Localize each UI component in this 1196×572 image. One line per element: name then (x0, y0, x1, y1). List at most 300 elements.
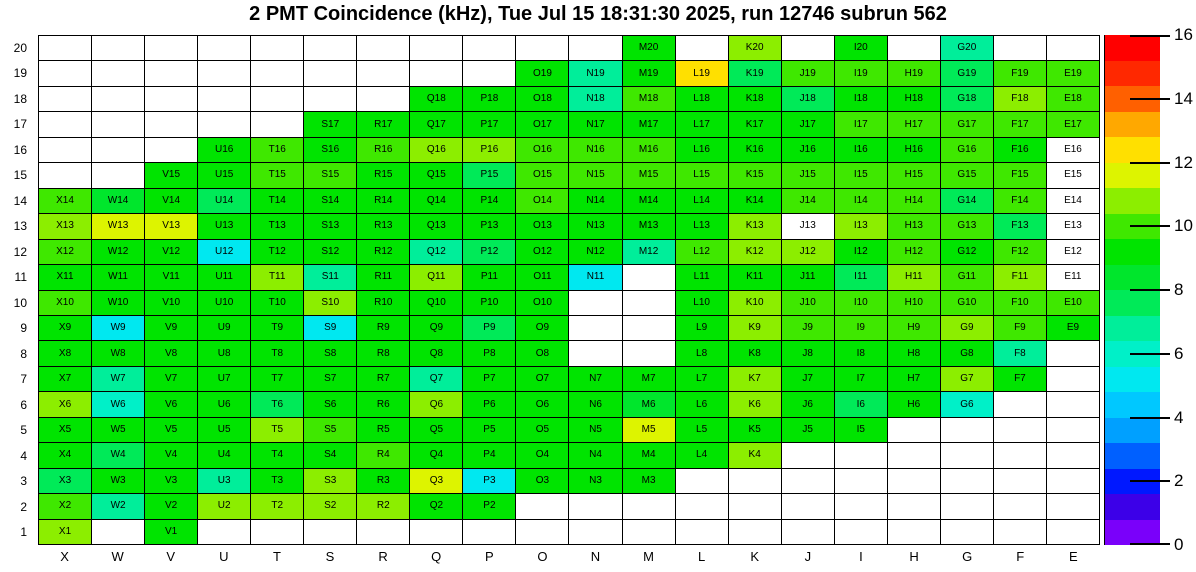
heatmap-cell (888, 443, 941, 468)
heatmap-cell: U16 (198, 138, 251, 163)
heatmap-cell: V4 (145, 443, 198, 468)
heatmap-cell: T7 (251, 367, 304, 392)
heatmap-cell (676, 494, 729, 519)
row-axis-tick-label: 9 (20, 321, 27, 336)
heatmap-cell (835, 443, 888, 468)
heatmap-cell: H12 (888, 240, 941, 265)
heatmap-cell: F14 (994, 189, 1047, 214)
heatmap-cell: X4 (39, 443, 92, 468)
heatmap-cell: H15 (888, 163, 941, 188)
heatmap-cell: R11 (357, 265, 410, 290)
column-axis-tick-label: X (60, 549, 69, 564)
colorbar-tick-label: 10 (1174, 216, 1193, 236)
heatmap-cell (1047, 36, 1100, 61)
heatmap-cell: G8 (941, 341, 994, 366)
heatmap-cell: G12 (941, 240, 994, 265)
colorbar-tick-label: 12 (1174, 152, 1193, 172)
heatmap-cell: V7 (145, 367, 198, 392)
heatmap-cell: K9 (729, 316, 782, 341)
column-axis-tick-label: O (537, 549, 548, 564)
heatmap-cell: W7 (92, 367, 145, 392)
heatmap-cell (994, 36, 1047, 61)
column-axis-tick-label: T (272, 549, 281, 564)
heatmap-cell (941, 520, 994, 545)
heatmap-cell: W14 (92, 189, 145, 214)
heatmap-cell: G19 (941, 61, 994, 86)
heatmap-cell: L16 (676, 138, 729, 163)
row-axis-tick-label: 11 (14, 270, 27, 285)
heatmap-cell: V15 (145, 163, 198, 188)
heatmap-cell (994, 443, 1047, 468)
column-axis-tick-label: S (325, 549, 335, 564)
heatmap-cell: O7 (516, 367, 569, 392)
heatmap-cell (357, 87, 410, 112)
heatmap-cell (145, 138, 198, 163)
heatmap-cell: M15 (623, 163, 676, 188)
heatmap-cell: E19 (1047, 61, 1100, 86)
heatmap-cell: V8 (145, 341, 198, 366)
heatmap-cell: I11 (835, 265, 888, 290)
heatmap-cell: K6 (729, 392, 782, 417)
heatmap-cell: H7 (888, 367, 941, 392)
heatmap-cell: R5 (357, 418, 410, 443)
heatmap-cell: H14 (888, 189, 941, 214)
heatmap-cell: P4 (463, 443, 516, 468)
heatmap-cell: S12 (304, 240, 357, 265)
heatmap-cell: M13 (623, 214, 676, 239)
heatmap-cell: O9 (516, 316, 569, 341)
heatmap-cell (463, 520, 516, 545)
heatmap-cell: R10 (357, 291, 410, 316)
column-axis-tick-label: U (219, 549, 229, 564)
heatmap-cell: E18 (1047, 87, 1100, 112)
heatmap-cell: O5 (516, 418, 569, 443)
heatmap-cell (198, 520, 251, 545)
heatmap-cell (198, 61, 251, 86)
heatmap-cell (304, 520, 357, 545)
heatmap-cell: T13 (251, 214, 304, 239)
heatmap-cell: O14 (516, 189, 569, 214)
heatmap-cell: U9 (198, 316, 251, 341)
heatmap-cell: N14 (569, 189, 622, 214)
colorbar-tick (1130, 162, 1170, 164)
heatmap-cell: P6 (463, 392, 516, 417)
heatmap-cell: M7 (623, 367, 676, 392)
heatmap-cell: N15 (569, 163, 622, 188)
heatmap-cell: I5 (835, 418, 888, 443)
heatmap-cell: W5 (92, 418, 145, 443)
heatmap-cell: U12 (198, 240, 251, 265)
heatmap-cell: O10 (516, 291, 569, 316)
heatmap-cell: H17 (888, 112, 941, 137)
heatmap-cell: O15 (516, 163, 569, 188)
heatmap-cell: L19 (676, 61, 729, 86)
heatmap-cell: S11 (304, 265, 357, 290)
row-axis-tick-label: 13 (13, 219, 27, 234)
heatmap-cell (198, 112, 251, 137)
heatmap-cell (1047, 418, 1100, 443)
heatmap-cell: J18 (782, 87, 835, 112)
heatmap-cell: L10 (676, 291, 729, 316)
heatmap-cell: O6 (516, 392, 569, 417)
heatmap-cell: R16 (357, 138, 410, 163)
heatmap-cell: S16 (304, 138, 357, 163)
heatmap-cell (835, 520, 888, 545)
heatmap-cell (888, 494, 941, 519)
heatmap-cell: E12 (1047, 240, 1100, 265)
heatmap-cell: U7 (198, 367, 251, 392)
heatmap-cell: W13 (92, 214, 145, 239)
heatmap-cell: K15 (729, 163, 782, 188)
heatmap-cell: K12 (729, 240, 782, 265)
heatmap-cell: X2 (39, 494, 92, 519)
heatmap-cell: I16 (835, 138, 888, 163)
heatmap-cell: Q2 (410, 494, 463, 519)
heatmap-cell: K10 (729, 291, 782, 316)
heatmap-cell: X9 (39, 316, 92, 341)
heatmap-cell (782, 36, 835, 61)
heatmap-cell: F18 (994, 87, 1047, 112)
heatmap-cell (357, 61, 410, 86)
heatmap-cell (516, 494, 569, 519)
column-axis-labels (38, 549, 1100, 567)
heatmap-cell (569, 291, 622, 316)
heatmap-cell: H19 (888, 61, 941, 86)
heatmap-cell: J19 (782, 61, 835, 86)
heatmap-cell: O12 (516, 240, 569, 265)
heatmap-cell: L15 (676, 163, 729, 188)
heatmap-cell: L17 (676, 112, 729, 137)
heatmap-cell (782, 443, 835, 468)
heatmap-cell: S14 (304, 189, 357, 214)
heatmap-cell: M19 (623, 61, 676, 86)
heatmap-cell (888, 418, 941, 443)
row-axis-tick-label: 8 (20, 346, 27, 361)
heatmap-cell: R15 (357, 163, 410, 188)
column-axis-tick-label: P (484, 549, 494, 564)
heatmap-cell: X12 (39, 240, 92, 265)
heatmap-cell: M16 (623, 138, 676, 163)
heatmap-cell (941, 418, 994, 443)
heatmap-cell: G11 (941, 265, 994, 290)
heatmap-cell (782, 494, 835, 519)
heatmap-cell: R7 (357, 367, 410, 392)
heatmap-cell: P10 (463, 291, 516, 316)
heatmap-cell (941, 443, 994, 468)
heatmap-cell: U11 (198, 265, 251, 290)
heatmap-cell: P15 (463, 163, 516, 188)
heatmap-cell (145, 87, 198, 112)
colorbar-tick-label: 6 (1174, 343, 1184, 363)
heatmap-cell: H6 (888, 392, 941, 417)
heatmap-cell: Q14 (410, 189, 463, 214)
heatmap-cell: Q16 (410, 138, 463, 163)
column-axis-tick-label: V (166, 549, 176, 564)
heatmap-cell: J12 (782, 240, 835, 265)
column-axis-tick-label: R (378, 549, 388, 564)
heatmap-cell: I14 (835, 189, 888, 214)
heatmap-cell (357, 36, 410, 61)
heatmap-cell: T12 (251, 240, 304, 265)
row-axis-tick-label: 2 (20, 499, 27, 514)
heatmap-cell: G14 (941, 189, 994, 214)
heatmap-cell: U13 (198, 214, 251, 239)
heatmap-cell: M3 (623, 469, 676, 494)
heatmap-cell: I8 (835, 341, 888, 366)
heatmap-cell: Q6 (410, 392, 463, 417)
column-axis-tick-label: M (643, 549, 654, 564)
heatmap-cell (39, 112, 92, 137)
heatmap-cell: M12 (623, 240, 676, 265)
heatmap-cell: S4 (304, 443, 357, 468)
heatmap-cell: I10 (835, 291, 888, 316)
heatmap-cell: K18 (729, 87, 782, 112)
heatmap-cell: W2 (92, 494, 145, 519)
heatmap-cell: O4 (516, 443, 569, 468)
heatmap-cell: K5 (729, 418, 782, 443)
heatmap-cell: E14 (1047, 189, 1100, 214)
heatmap-cell: J9 (782, 316, 835, 341)
heatmap-cell: L8 (676, 341, 729, 366)
heatmap-cell: V13 (145, 214, 198, 239)
heatmap-cell: G6 (941, 392, 994, 417)
heatmap-cell (1047, 367, 1100, 392)
heatmap-cell: X6 (39, 392, 92, 417)
heatmap-cell: G17 (941, 112, 994, 137)
heatmap-cell: G7 (941, 367, 994, 392)
colorbar-tick (1130, 353, 1170, 355)
heatmap-cell: R6 (357, 392, 410, 417)
heatmap-cell (198, 87, 251, 112)
heatmap-cell: W4 (92, 443, 145, 468)
heatmap-cell: T4 (251, 443, 304, 468)
heatmap-cell: L4 (676, 443, 729, 468)
heatmap-cell: R4 (357, 443, 410, 468)
heatmap-cell (994, 520, 1047, 545)
heatmap-cell: G9 (941, 316, 994, 341)
heatmap-cell (1047, 469, 1100, 494)
heatmap-cell: X14 (39, 189, 92, 214)
heatmap-cell: J5 (782, 418, 835, 443)
heatmap-cell: W8 (92, 341, 145, 366)
heatmap-cell: O17 (516, 112, 569, 137)
colorbar-tick (1130, 225, 1170, 227)
heatmap-cell (729, 494, 782, 519)
heatmap-cell (729, 520, 782, 545)
heatmap-cell: Q15 (410, 163, 463, 188)
heatmap-cell: X7 (39, 367, 92, 392)
heatmap-cell: L5 (676, 418, 729, 443)
heatmap-cell: L18 (676, 87, 729, 112)
heatmap-cell (835, 469, 888, 494)
heatmap-cell: T3 (251, 469, 304, 494)
heatmap-cell: H16 (888, 138, 941, 163)
heatmap-cell (145, 36, 198, 61)
heatmap-cell: K11 (729, 265, 782, 290)
heatmap-cell: G13 (941, 214, 994, 239)
heatmap-cell: P16 (463, 138, 516, 163)
row-axis-tick-label: 3 (20, 474, 27, 489)
row-axis-tick-label: 17 (13, 117, 27, 132)
heatmap-cell (623, 291, 676, 316)
heatmap-cell (410, 520, 463, 545)
heatmap-cell (676, 36, 729, 61)
heatmap-cell (251, 87, 304, 112)
heatmap-cell: K19 (729, 61, 782, 86)
row-axis-tick-label: 14 (13, 193, 27, 208)
heatmap-cell: G15 (941, 163, 994, 188)
heatmap-cell: T10 (251, 291, 304, 316)
heatmap-cell: L12 (676, 240, 729, 265)
heatmap-cell (569, 36, 622, 61)
heatmap-cell: W12 (92, 240, 145, 265)
heatmap-cell (251, 36, 304, 61)
heatmap-cell (569, 341, 622, 366)
heatmap-cell (92, 36, 145, 61)
heatmap-cell: R13 (357, 214, 410, 239)
heatmap-cell (835, 494, 888, 519)
heatmap-cell: S5 (304, 418, 357, 443)
heatmap-cell (92, 138, 145, 163)
heatmap-cell: X1 (39, 520, 92, 545)
heatmap-cell: K17 (729, 112, 782, 137)
heatmap-cell: W11 (92, 265, 145, 290)
heatmap-cell: P12 (463, 240, 516, 265)
row-axis-tick-label: 16 (13, 142, 27, 157)
heatmap-cell (994, 469, 1047, 494)
heatmap-cell (39, 36, 92, 61)
heatmap-cell: U4 (198, 443, 251, 468)
heatmap-cell: L6 (676, 392, 729, 417)
heatmap-cell: R14 (357, 189, 410, 214)
row-axis-tick-label: 12 (13, 244, 27, 259)
heatmap-cell: U5 (198, 418, 251, 443)
heatmap-cell: H9 (888, 316, 941, 341)
row-axis-labels (0, 35, 32, 545)
heatmap-cell: I17 (835, 112, 888, 137)
heatmap-cell: I19 (835, 61, 888, 86)
heatmap-cell: O3 (516, 469, 569, 494)
column-axis-tick-label: J (804, 549, 812, 564)
heatmap-cell (145, 61, 198, 86)
heatmap-cell: E16 (1047, 138, 1100, 163)
heatmap-cell: N18 (569, 87, 622, 112)
heatmap-cell (251, 112, 304, 137)
heatmap-cell: J14 (782, 189, 835, 214)
heatmap-cell: F12 (994, 240, 1047, 265)
colorbar-tick-label: 0 (1174, 535, 1184, 554)
heatmap-cell (39, 87, 92, 112)
heatmap-cell: U2 (198, 494, 251, 519)
heatmap-cell: Q12 (410, 240, 463, 265)
row-axis-tick-label: 15 (13, 168, 27, 183)
heatmap-cell: Q3 (410, 469, 463, 494)
heatmap-cell (1047, 341, 1100, 366)
heatmap-cell (92, 520, 145, 545)
heatmap-cell: T6 (251, 392, 304, 417)
heatmap-cell: M17 (623, 112, 676, 137)
heatmap-cell: T11 (251, 265, 304, 290)
heatmap-cell: I13 (835, 214, 888, 239)
heatmap-cell: R12 (357, 240, 410, 265)
heatmap-cell (1047, 443, 1100, 468)
heatmap-cell: V3 (145, 469, 198, 494)
heatmap-cell (623, 341, 676, 366)
heatmap-cell: T2 (251, 494, 304, 519)
heatmap-cell: L9 (676, 316, 729, 341)
heatmap-cell (516, 520, 569, 545)
column-axis-tick-label: G (962, 549, 973, 564)
heatmap-cell: X5 (39, 418, 92, 443)
heatmap-cell: G16 (941, 138, 994, 163)
heatmap-cell: Q8 (410, 341, 463, 366)
column-axis-tick-label: W (111, 549, 124, 564)
heatmap-cell: L13 (676, 214, 729, 239)
heatmap-cell (463, 61, 516, 86)
heatmap-cell (994, 392, 1047, 417)
heatmap-cell (782, 520, 835, 545)
heatmap-cell: I9 (835, 316, 888, 341)
heatmap-cell (410, 61, 463, 86)
heatmap-cell (676, 520, 729, 545)
heatmap-cell: H13 (888, 214, 941, 239)
heatmap-cell: N16 (569, 138, 622, 163)
row-axis-tick-label: 5 (20, 423, 27, 438)
heatmap-cell (251, 520, 304, 545)
heatmap-cell: P18 (463, 87, 516, 112)
row-axis-tick-label: 20 (13, 40, 27, 55)
heatmap-cell: T8 (251, 341, 304, 366)
heatmap-cell: F16 (994, 138, 1047, 163)
heatmap-cell (569, 494, 622, 519)
heatmap-cell: U8 (198, 341, 251, 366)
heatmap-cell: H10 (888, 291, 941, 316)
heatmap-cell: S7 (304, 367, 357, 392)
heatmap-cell (39, 163, 92, 188)
heatmap-cell: M18 (623, 87, 676, 112)
heatmap-cell: Q17 (410, 112, 463, 137)
heatmap-cell: N13 (569, 214, 622, 239)
heatmap-cell: U6 (198, 392, 251, 417)
heatmap-cell: N5 (569, 418, 622, 443)
heatmap-cell: Q18 (410, 87, 463, 112)
heatmap-cell (623, 265, 676, 290)
heatmap-cell (39, 138, 92, 163)
heatmap-cell: R3 (357, 469, 410, 494)
heatmap-cell (623, 316, 676, 341)
heatmap-cell: E11 (1047, 265, 1100, 290)
heatmap-cell: S15 (304, 163, 357, 188)
heatmap-cell: V10 (145, 291, 198, 316)
heatmap-cell: K4 (729, 443, 782, 468)
heatmap-cell (623, 494, 676, 519)
heatmap-cell: P9 (463, 316, 516, 341)
heatmap-cell (994, 418, 1047, 443)
heatmap-cell (304, 36, 357, 61)
heatmap-cell: I6 (835, 392, 888, 417)
heatmap-cell: X8 (39, 341, 92, 366)
heatmap-cell: V1 (145, 520, 198, 545)
heatmap-cell: N17 (569, 112, 622, 137)
heatmap-cell (463, 36, 516, 61)
heatmap-cell (410, 36, 463, 61)
heatmap-cell: J10 (782, 291, 835, 316)
heatmap-cell: S8 (304, 341, 357, 366)
heatmap-cell: F13 (994, 214, 1047, 239)
heatmap-cell: E9 (1047, 316, 1100, 341)
heatmap-cell: T14 (251, 189, 304, 214)
column-axis-tick-label: E (1068, 549, 1078, 564)
